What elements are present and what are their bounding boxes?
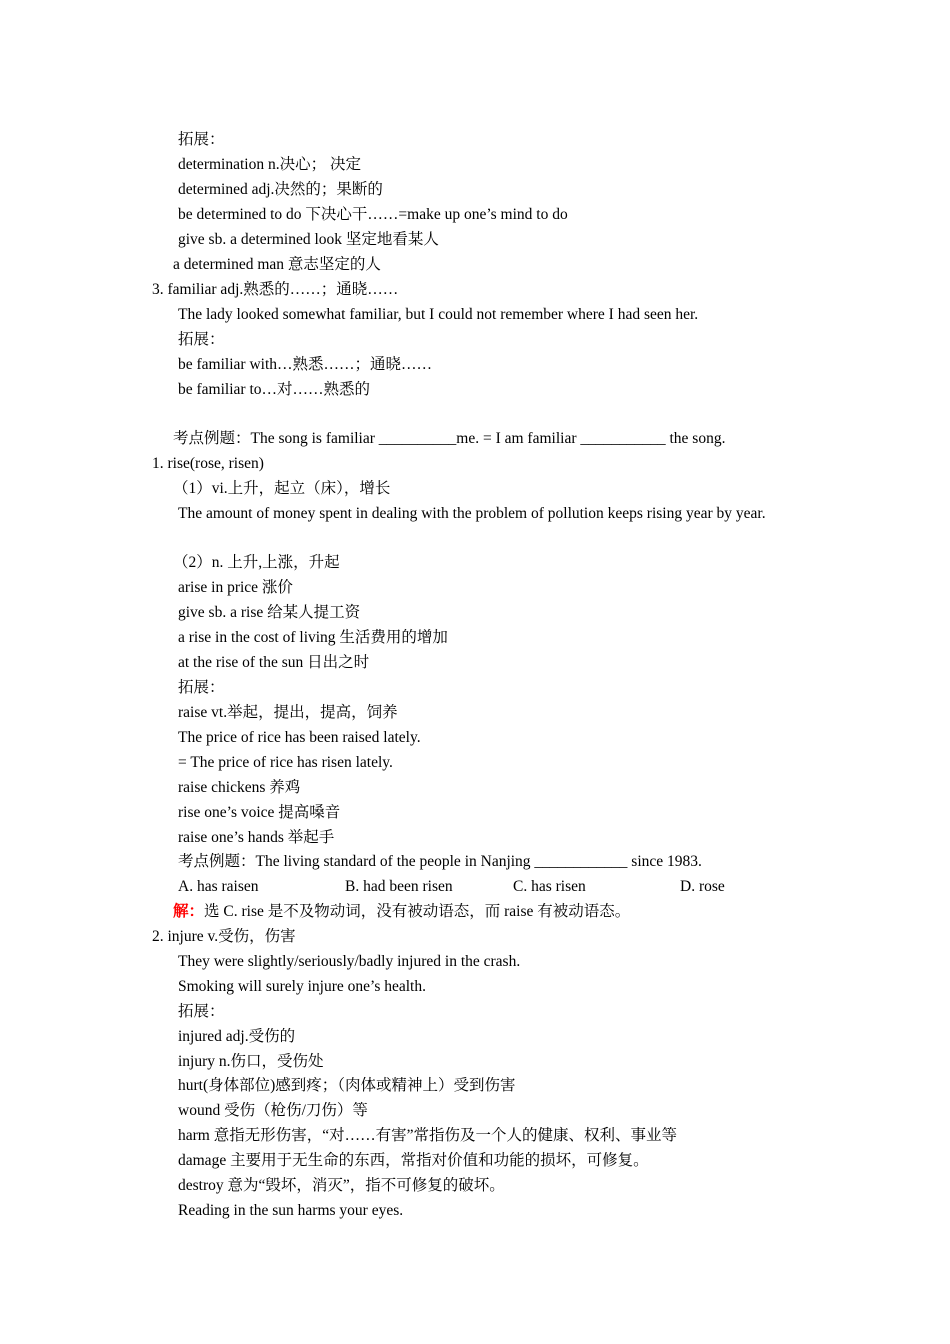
vocab-line: damage 主要用于无生命的东西，常指对价值和功能的损坏，可修复。 — [178, 1152, 649, 1169]
example-sentence: The price of rice has been raised lately. — [178, 729, 421, 746]
vocab-line: rise one’s voice 提高嗓音 — [178, 804, 341, 821]
expand-heading: 拓展： — [178, 131, 225, 148]
option-c: C. has risen — [513, 878, 586, 895]
vocab-line: a determined man 意志坚定的人 — [173, 256, 381, 273]
vocab-line: raise one’s hands 举起手 — [178, 829, 335, 846]
example-sentence: They were slightly/seriously/badly injured in the crash. — [178, 953, 521, 970]
expand-heading: 拓展： — [178, 679, 225, 696]
vocab-line: wound 受伤（枪伤/刀伤）等 — [178, 1102, 368, 1119]
answer-explanation — [173, 902, 630, 922]
option-b: B. had been risen — [345, 878, 453, 895]
entry-heading-rise: 1. rise(rose, risen) — [152, 455, 264, 472]
vocab-line: a rise in the cost of living 生活费用的增加 — [178, 629, 448, 646]
example-sentence: Smoking will surely injure one’s health. — [178, 978, 426, 995]
vocab-line: raise chickens 养鸡 — [178, 779, 301, 796]
vocab-line: arise in price 涨价 — [178, 579, 293, 596]
example-sentence: Reading in the sun harms your eyes. — [178, 1202, 404, 1219]
vocab-line: be familiar to…对……熟悉的 — [178, 381, 370, 398]
exam-example: 考点例题：The song is familiar __________me. = I am familiar ___________ the song. — [173, 430, 726, 447]
vocab-line: at the rise of the sun 日出之时 — [178, 654, 370, 671]
vocab-line: give sb. a rise 给某人提工资 — [178, 604, 361, 621]
example-sentence: = The price of rice has risen lately. — [178, 754, 393, 771]
vocab-line: destroy 意为“毁坏，消灭”，指不可修复的破坏。 — [178, 1177, 505, 1194]
expand-heading: 拓展： — [178, 1003, 225, 1020]
answer-text: 选 C. rise 是不及物动词，没有被动语态，而 raise 有被动语态。 — [204, 903, 631, 920]
entry-heading-injure: 2. injure v.受伤，伤害 — [152, 928, 296, 945]
expand-heading: 拓展： — [178, 331, 225, 348]
sense-heading: （1）vi.上升，起立（床），增长 — [173, 480, 391, 497]
vocab-line: be determined to do 下决心干……=make up one’s mind to do — [178, 206, 568, 223]
vocab-line: injury n.伤口，受伤处 — [178, 1053, 324, 1070]
vocab-line: harm 意指无形伤害，“对……有害”常指伤及一个人的健康、权利、事业等 — [178, 1127, 677, 1144]
vocab-line: raise vt.举起，提出，提高，饲养 — [178, 704, 398, 721]
vocab-line: be familiar with…熟悉……；通晓…… — [178, 356, 432, 373]
answer-label: 解： — [173, 903, 205, 920]
exam-example: 考点例题：The living standard of the people in Nanjing ____________ since 1983. — [178, 853, 702, 870]
vocab-line: determination n.决心； 决定 — [178, 156, 361, 173]
option-d: D. rose — [680, 878, 725, 895]
vocab-line: determined adj.决然的；果断的 — [178, 181, 383, 198]
vocab-line: injured adj.受伤的 — [178, 1028, 296, 1045]
vocab-line: give sb. a determined look 坚定地看某人 — [178, 231, 439, 248]
sense-heading: （2）n. 上升,上涨，升起 — [173, 554, 340, 571]
vocab-line: hurt(身体部位)感到疼；（肉体或精神上）受到伤害 — [178, 1077, 516, 1094]
entry-heading-familiar: 3. familiar adj.熟悉的……；通晓…… — [152, 281, 399, 298]
example-sentence: The lady looked somewhat familiar, but I could not remember where I had seen her. — [178, 306, 699, 323]
option-a: A. has raisen — [178, 878, 259, 895]
example-paragraph: The amount of money spent in dealing with the problem of pollution keeps rising year by year. — [178, 505, 766, 522]
